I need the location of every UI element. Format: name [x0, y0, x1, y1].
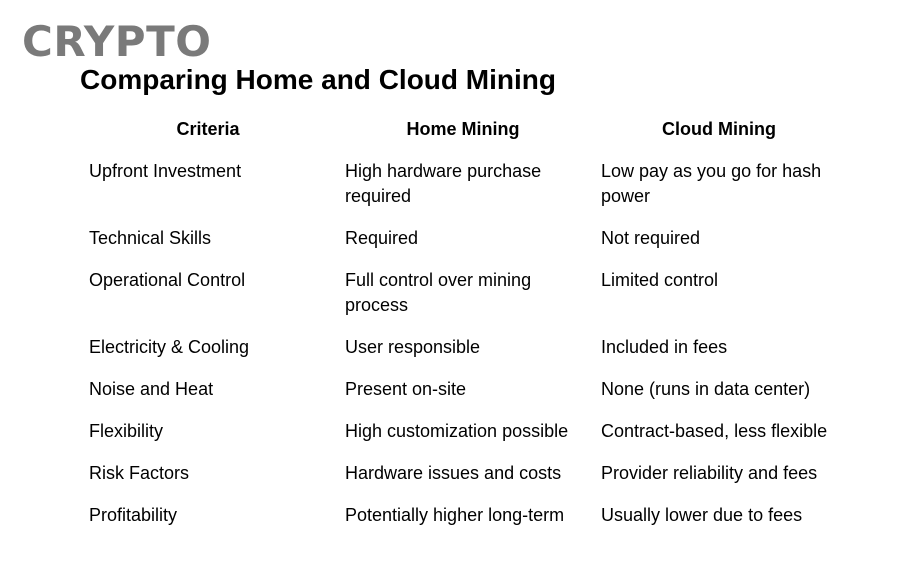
crypto-logo: CRYPTO: [22, 17, 212, 66]
header-home-mining: Home Mining: [406, 119, 520, 139]
cloud-mining-cell: Included in fees: [601, 337, 728, 357]
table-row: [89, 335, 859, 360]
cloud-mining-cell: None (runs in data center): [601, 379, 811, 399]
table-row: [89, 461, 859, 486]
home-mining-cell: High customization possible: [345, 421, 569, 441]
home-mining-cell: High hardware purchase required: [345, 161, 542, 206]
cloud-mining-cell: Low pay as you go for hash power: [601, 161, 822, 206]
header-criteria: Criteria: [176, 119, 240, 139]
cloud-mining-cell: Limited control: [601, 270, 719, 290]
table-row: [89, 419, 859, 444]
criteria-cell: Technical Skills: [89, 228, 212, 248]
home-mining-cell: User responsible: [345, 337, 481, 357]
criteria-cell: Flexibility: [89, 421, 164, 441]
criteria-cell: Risk Factors: [89, 463, 190, 483]
home-mining-cell: Required: [345, 228, 419, 248]
table-header-row: [89, 116, 859, 142]
cloud-mining-cell: Provider reliability and fees: [601, 463, 818, 483]
cloud-mining-cell: Not required: [601, 228, 701, 248]
cloud-mining-cell: Contract-based, less flexible: [601, 421, 828, 441]
header-cloud-mining: Cloud Mining: [662, 119, 776, 139]
criteria-cell: Electricity & Cooling: [89, 337, 250, 357]
criteria-cell: Noise and Heat: [89, 379, 214, 399]
comparison-table: [89, 116, 859, 545]
table-row: [89, 268, 859, 318]
cloud-mining-cell: Usually lower due to fees: [601, 505, 803, 525]
page-title: Comparing Home and Cloud Mining: [80, 64, 556, 95]
home-mining-cell: Present on-site: [345, 379, 467, 399]
criteria-cell: Upfront Investment: [89, 161, 242, 181]
table-row: [89, 377, 859, 402]
table-row: [89, 159, 859, 209]
table-row: [89, 503, 859, 528]
criteria-cell: Operational Control: [89, 270, 246, 290]
home-mining-cell: Potentially higher long-term: [345, 505, 565, 525]
home-mining-cell: Full control over mining process: [345, 270, 532, 315]
home-mining-cell: Hardware issues and costs: [345, 463, 562, 483]
criteria-cell: Profitability: [89, 505, 178, 525]
table-row: [89, 226, 859, 251]
